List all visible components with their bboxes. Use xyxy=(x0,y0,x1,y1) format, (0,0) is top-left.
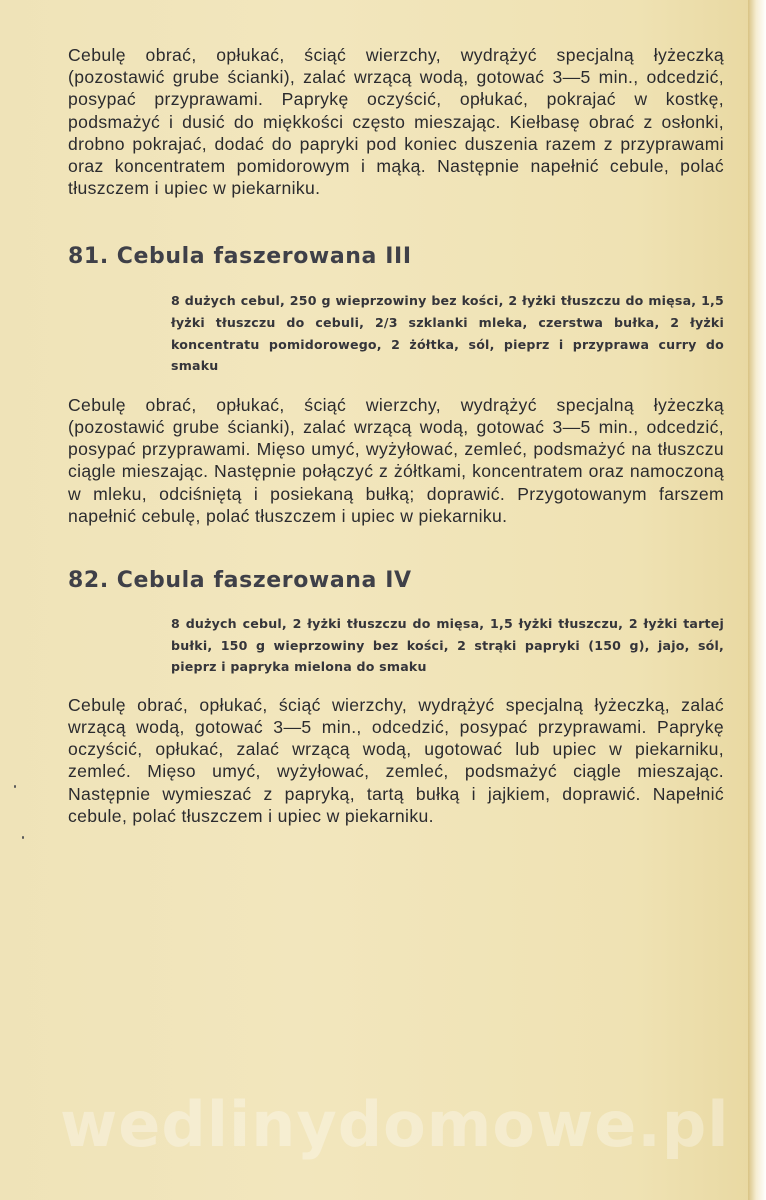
recipe-81-ingredients: 8 dużych cebul, 250 g wieprzowiny bez kości, 2 łyżki tłuszczu do mięsa, 1,5 łyżki tłuszczu do cebuli, 2/3 szklanki mleka, czerstwa bułka, 2 łyżki koncentratu pomidorowego, 2 żółtka, sól, pieprz i przyprawa curry do smaku xyxy=(171,293,724,374)
recipe-82-method: Cebulę obrać, opłukać, ściąć wierzchy, wydrążyć specjalną łyżeczką, zalać wrzącą wodą, gotować 3—5 min., odcedzić, posypać przyprawami. Paprykę oczyścić, opłukać, zalać wrzącą wodą, ugotować lub upiec w piekarniku, zemleć. Mięso umyć, wyżyłować, zemleć, podsmażyć ciągle mieszając. Następnie wymieszać z papryką, tartą bułką i jajkiem, doprawić. Napełnić cebule, polać tłuszczem i upiec w piekarniku. xyxy=(68,694,724,826)
recipe-81-heading xyxy=(68,243,724,271)
page-edge xyxy=(748,0,766,1200)
recipe-81-method: Cebulę obrać, opłukać, ściąć wierzchy, wydrążyć specjalną łyżeczką (pozostawić grube ścianki), zalać wrzącą wodą, gotować 3—5 min., odcedzić, posypać przyprawami. Mięso umyć, wyżyłować, zemleć, podsmażyć na tłuszczu ciągle mieszając. Następnie połączyć z żółtkami, koncentratem oraz namoczoną w mleku, odciśniętą i posiekaną bułką; doprawić. Przygotowanym farszem napełnić cebulę, polać tłuszczem i upiec w piekarniku. xyxy=(68,394,724,526)
recipe-81-number: 81. xyxy=(68,244,109,270)
recipe-82-heading xyxy=(68,567,724,595)
recipe-82-title: Cebula faszerowana IV xyxy=(116,568,412,594)
recipe-82-number: 82. xyxy=(68,568,109,594)
watermark: wedlinydomowe.pl xyxy=(60,1088,730,1161)
print-speck xyxy=(22,836,24,839)
recipe-82-ingredients: 8 dużych cebul, 2 łyżki tłuszczu do mięsa, 1,5 łyżki tłuszczu, 2 łyżki tartej bułki, 150 g wieprzowiny bez kości, 2 strąki papryki (150 g), jajo, sól, pieprz i papryka mielona do smaku xyxy=(171,616,724,675)
page-content xyxy=(68,44,724,827)
recipe-continued-method: Cebulę obrać, opłukać, ściąć wierzchy, wydrążyć specjalną łyżeczką (pozostawić grube ścianki), zalać wrzącą wodą, gotować 3—5 min., odcedzić, posypać przyprawami. Paprykę oczyścić, opłukać, pokrajać w kostkę, podsmażyć i dusić do miękkości często mieszając. Kiełbasę obrać z osłonki, drobno pokrajać, dodać do papryki pod koniec duszenia razem z przyprawami oraz koncentratem pomidorowym i mąką. Następnie napełnić cebule, polać tłuszczem i upiec w piekarniku. xyxy=(68,45,724,199)
print-speck xyxy=(14,785,16,788)
recipe-81-title: Cebula faszerowana III xyxy=(116,244,412,270)
